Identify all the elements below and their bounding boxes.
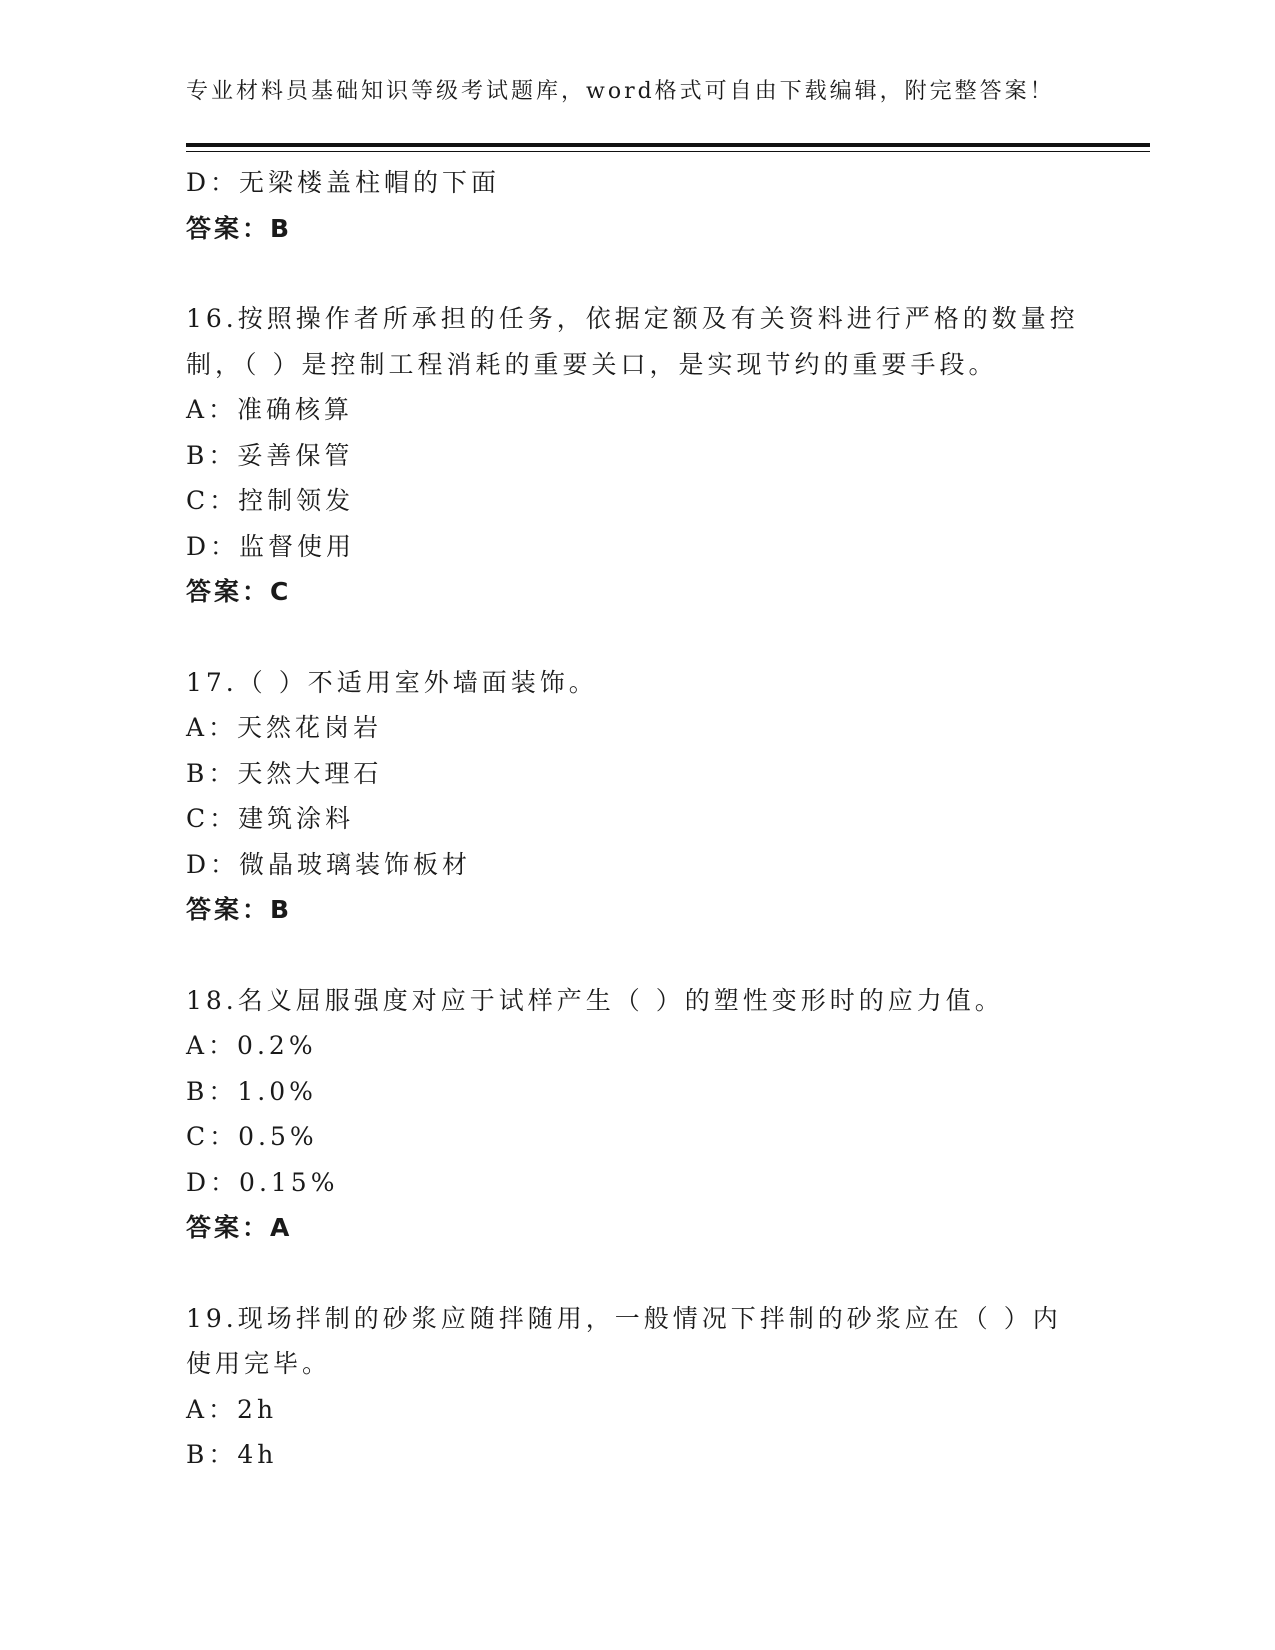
answer-line: 答案：B [186,895,293,924]
header-rule-thick [186,143,1150,147]
answer-line: 答案：A [186,1213,293,1242]
option-c: C：控制领发 [186,486,355,515]
option-c: C：0.5% [186,1122,318,1151]
option-a: A：天然花岗岩 [186,713,383,742]
option-d: D：微晶玻璃装饰板材 [186,849,472,879]
question-stem-line: 使用完毕。 [186,1349,332,1378]
option-d: D：无梁楼盖柱帽的下面 [186,168,501,197]
question-stem-line: 19.现场拌制的砂浆应随拌随用，一般情况下拌制的砂浆应在（ ）内 [186,1303,1062,1333]
question-stem-line: 17.（ ）不适用室外墙面装饰。 [186,667,598,697]
option-b: B：天然大理石 [186,758,383,788]
option-d: D：监督使用 [186,531,356,561]
question-stem-line: 16.按照操作者所承担的任务，依据定额及有关资料进行严格的数量控 [186,304,1079,333]
question-17 [186,660,1086,933]
page-header: 专业材料员基础知识等级考试题库，word格式可自由下载编辑，附完整答案！ [186,79,1055,104]
option-c: C：建筑涂料 [186,804,355,833]
question-18 [186,978,1086,1251]
question-stem-line: 制，（ ）是控制工程消耗的重要关口，是实现节约的重要手段。 [186,349,998,379]
option-a: A：0.2% [186,1031,317,1060]
header-rule-thin [186,151,1150,152]
option-b: B：1.0% [186,1076,317,1106]
option-b: B：妥善保管 [186,440,354,470]
question-stem-line: 18.名义屈服强度对应于试样产生（ ）的塑性变形时的应力值。 [186,985,1004,1015]
answer-line: 答案：C [186,577,292,606]
option-a: A：2h [186,1394,278,1424]
question-16 [186,296,1086,615]
option-d: D：0.15% [186,1167,339,1197]
answer-line: 答案：B [186,213,293,243]
question-list [186,160,1086,1478]
question-19 [186,1296,1086,1478]
option-a: A：准确核算 [186,395,354,424]
option-b: B：4h [186,1440,278,1469]
